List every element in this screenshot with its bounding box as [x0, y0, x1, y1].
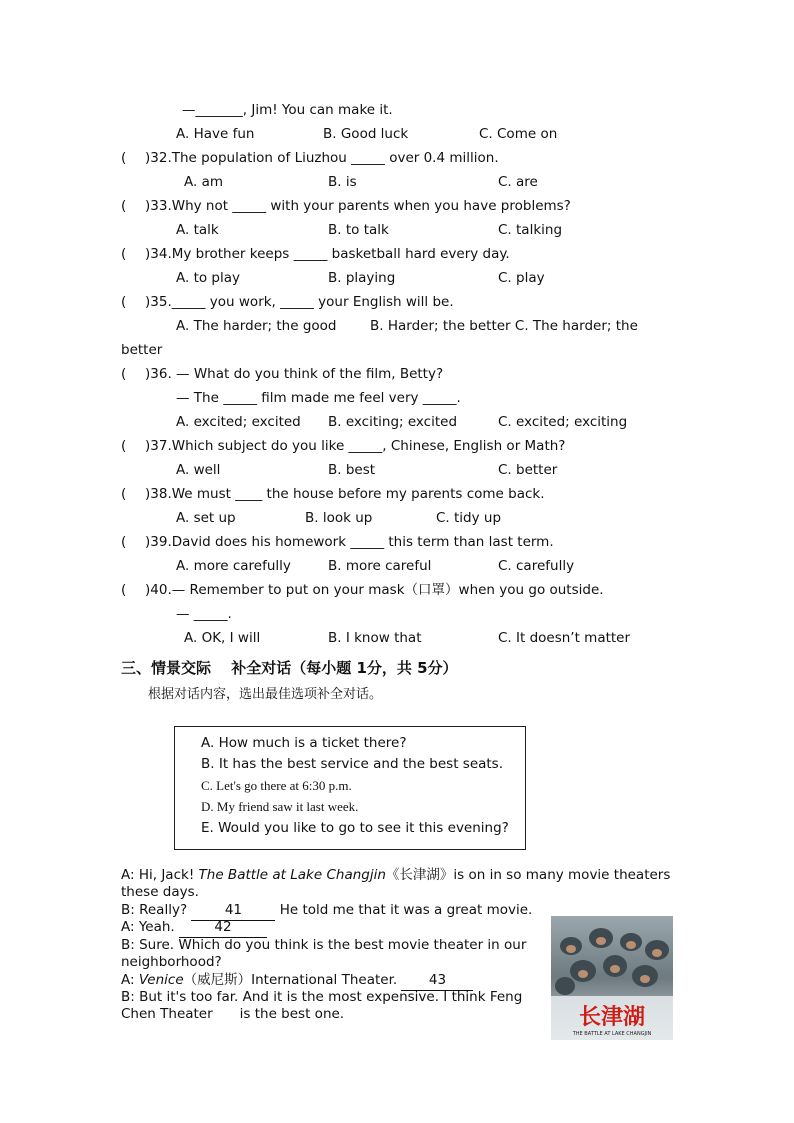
q40-option-b: B. I know that [328, 630, 422, 646]
q35-paren: ( [121, 294, 127, 310]
q36-paren: ( [121, 366, 127, 382]
options-box [174, 726, 526, 850]
q36-option-c: C. excited; exciting [498, 414, 628, 430]
q31-stem: —_______, Jim! You can make it. [182, 102, 393, 118]
q32-paren: ( [121, 150, 127, 166]
q31-option-b: B. Good luck [323, 126, 409, 142]
q40-stem: )40.— Remember to put on your mask（口罩）when you go outside. [145, 582, 604, 598]
q32-option-b: B. is [328, 174, 357, 190]
blank-41[interactable]: 41 [191, 902, 275, 921]
box-option-b: B. It has the best service and the best seats. [201, 756, 504, 772]
q37-option-b: B. best [328, 462, 376, 478]
q37-stem: )37.Which subject do you like _____, Chinese, English or Math? [145, 438, 566, 454]
dialogue-line-1: A: Hi, Jack! The Battle at Lake Changjin《长津湖》is on in so many movie theaters [121, 867, 671, 883]
q32-stem: )32.The population of Liuzhou _____ over 0.4 million. [145, 150, 499, 166]
q31-option-c: C. Come on [479, 126, 558, 142]
q35-option-a: A. The harder; the good [176, 318, 337, 334]
q40-option-c: C. It doesn’t matter [498, 630, 631, 646]
section-3-title: 三、情景交际 补全对话（每小题 1分，共 5分） [121, 659, 458, 677]
q34-option-a: A. to play [176, 270, 241, 286]
q35-stem: )35._____ you work, _____ your English will be. [145, 294, 454, 310]
blank-42[interactable]: 42 [179, 919, 267, 938]
q36-stem: )36. — What do you think of the film, Betty? [145, 366, 444, 382]
q34-option-b: B. playing [328, 270, 396, 286]
q33-option-c: C. talking [498, 222, 563, 238]
q36-option-a: A. excited; excited [176, 414, 301, 430]
q40-option-a: A. OK, I will [184, 630, 261, 646]
section-3-instruction: 根据对话内容，选出最佳选项补全对话。 [148, 687, 383, 702]
dialogue-line-5: B: Sure. Which do you think is the best movie theater in our [121, 937, 527, 953]
q39-option-c: C. carefully [498, 558, 575, 574]
q40-stem-2: — _____. [176, 606, 232, 622]
q38-paren: ( [121, 486, 127, 502]
box-option-c: C. Let's go there at 6:30 p.m. [201, 778, 352, 793]
q32-option-a: A. am [184, 174, 224, 190]
box-option-d: D. My friend saw it last week. [201, 799, 359, 814]
dialogue-line-7: A: Venice（威尼斯）International Theater. 43 [121, 972, 473, 991]
q34-paren: ( [121, 246, 127, 262]
dialogue-line-9: Chen Theater is the best one. [121, 1006, 345, 1022]
box-option-e: E. Would you like to go to see it this evening? [201, 820, 509, 836]
q36-option-b: B. exciting; excited [328, 414, 458, 430]
q34-stem: )34.My brother keeps _____ basketball hard every day. [145, 246, 510, 262]
q33-option-b: B. to talk [328, 222, 389, 238]
blank-43[interactable]: 43 [401, 972, 473, 991]
q38-option-b: B. look up [305, 510, 373, 526]
q37-paren: ( [121, 438, 127, 454]
q32-option-c: C. are [498, 174, 538, 190]
q39-option-a: A. more carefully [176, 558, 291, 574]
q37-option-a: A. well [176, 462, 221, 478]
q33-option-a: A. talk [176, 222, 219, 238]
box-option-a: A. How much is a ticket there? [201, 735, 407, 751]
q35-option-b: B. Harder; the better C. The harder; the [370, 318, 638, 334]
q39-stem: )39.David does his homework _____ this term than last term. [145, 534, 554, 550]
dialogue-line-3: B: Really? 41 He told me that it was a great movie. [121, 902, 532, 921]
q38-stem: )38.We must ____ the house before my parents come back. [145, 486, 545, 502]
poster-subtitle: THE BATTLE AT LAKE CHANGJIN [572, 1031, 652, 1037]
dialogue-line-2: these days. [121, 884, 199, 900]
q33-stem: )33.Why not _____ with your parents when you have problems? [145, 198, 571, 214]
q37-option-c: C. better [498, 462, 558, 478]
dialogue-line-4: A: Yeah. 42 [121, 919, 267, 938]
q40-paren: ( [121, 582, 127, 598]
q36-stem-2: — The _____ film made me feel very _____. [176, 390, 461, 406]
q34-option-c: C. play [498, 270, 545, 286]
dialogue-line-6: neighborhood? [121, 954, 222, 970]
dialogue-line-8: B: But it's too far. And it is the most expensive. I think Feng [121, 989, 523, 1005]
q38-option-c: C. tidy up [436, 510, 502, 526]
q35-wrap: better [121, 342, 163, 358]
q38-option-a: A. set up [176, 510, 236, 526]
q39-paren: ( [121, 534, 127, 550]
movie-poster-image [551, 916, 673, 1040]
poster-title: 长津湖 [578, 1005, 646, 1030]
q31-option-a: A. Have fun [176, 126, 255, 142]
q33-paren: ( [121, 198, 127, 214]
q39-option-b: B. more careful [328, 558, 432, 574]
